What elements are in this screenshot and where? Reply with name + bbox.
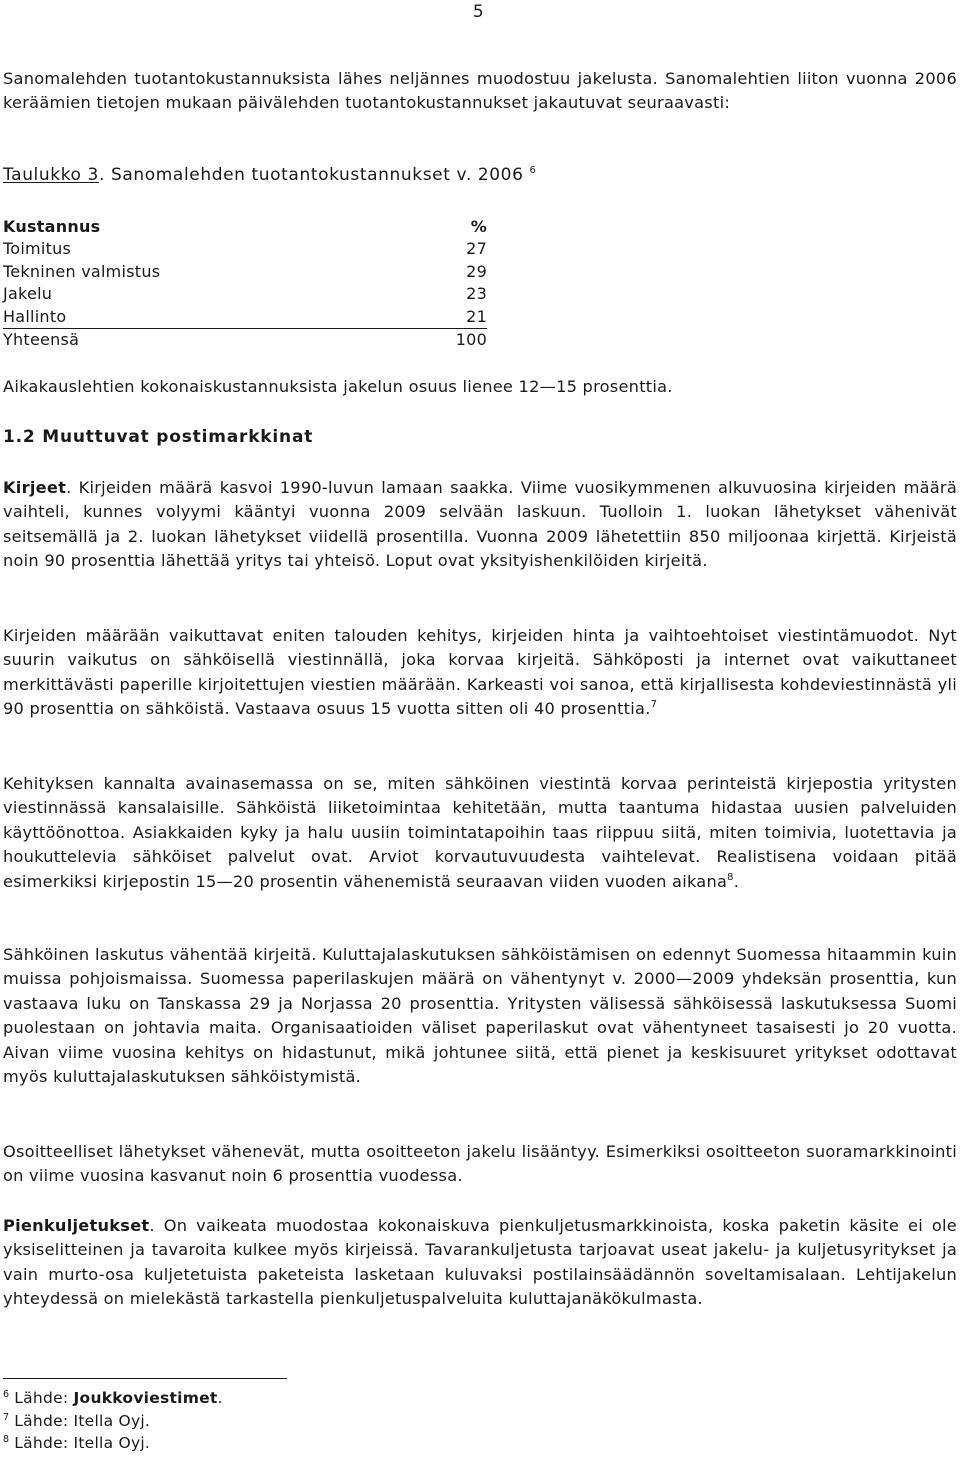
paragraph-text: . On vaikeata muodostaa kokonaiskuva pienkuljetusmarkkinoista, koska paketin käsite ei ole yksiselitteinen ja tavaroita kulkee myös kirjeissä. Tavarankuljetusta tarjoavat useat jakelu- ja kuljetusyritykset ja vain murto-osa kuljetetuista paketeista lasketaan kuluvaksi postilainsäädännön soveltamisalaan. Lehtijakelun yhteydessä on mielekästä tarkastella pienkuljetuspalveluita kuluttajanäkökulmasta. (3, 1216, 957, 1309)
table-row (3, 283, 487, 305)
table-header-label: Kustannus (3, 217, 101, 236)
table-header-row (3, 216, 487, 238)
table-row-label: Jakelu (3, 284, 53, 304)
footnote-prefix: Lähde: Itella Oyj. (14, 1412, 151, 1430)
cost-table (3, 216, 487, 351)
paragraph-3 (3, 772, 957, 894)
paragraph-5: Osoitteelliset lähetykset vähenevät, mutta osoitteeton jakelu lisääntyy. Esimerkiksi osoitteeton suoramarkkinointi on viime vuosina kasvanut noin 6 prosenttia vuodessa. (3, 1142, 957, 1186)
table-row (3, 238, 487, 260)
table-caption (3, 165, 536, 185)
table-total-row (3, 329, 487, 351)
paragraph-4: Sähköinen laskutus vähentää kirjeitä. Kuluttajalaskutuksen sähköistämisen on edennyt Suomessa hitaammin kuin muissa pohjoismaissa. Suomessa paperilaskujen määrä on vähentynyt v. 2000—2009 yhdeksän prosenttia, kun vastaava luku on Tanskassa 29 ja Norjassa 20 prosenttia. Yritysten välisessä sähköisessä laskutuksessa Suomi puolestaan on johtavia maita. Organisaatioiden väliset paperilaskut ovat vähentyneet tasaisesti jo 20 vuotta. Aivan viime vuosina kehitys on hidastunut, mikä johtunee siitä, että pienet ja keskisuuret yritykset odottavat myös kuluttajalaskutuksen sähköistymistä. (3, 945, 957, 1087)
footnote-number: 6 (3, 1389, 10, 1400)
table-total-label: Yhteensä (3, 329, 80, 349)
section-heading: 1.2 Muuttuvat postimarkkinat (3, 427, 314, 447)
table-header-value: % (470, 217, 487, 236)
table-row-value: 27 (466, 239, 487, 259)
footnote-prefix: Lähde: Itella Oyj. (14, 1434, 151, 1452)
table-row-value: 23 (466, 284, 487, 304)
paragraph-lead: Kirjeet (3, 478, 67, 497)
after-table-text: Aikakauslehtien kokonaiskustannuksista jakelun osuus lienee 12—15 prosenttia. (3, 377, 673, 396)
page-number: 5 (472, 2, 484, 22)
table-row-value: 29 (466, 261, 487, 281)
paragraph-pienkuljetukset (3, 1214, 957, 1312)
paragraph-text: Kirjeiden määrään vaikuttavat eniten talouden kehitys, kirjeiden hinta ja vaihtoehtoiset viestintämuodot. Nyt suurin vaikutus on sähköisellä viestinnällä, joka korvaa kirjeitä. Sähköposti ja internet ovat vaikuttaneet merkittävästi paperille kirjoitettujen viestien määrään. Karkeasti voi sanoa, että kirjallisesta kohdeviestinnästä yli 90 prosenttia on sähköistä. Vastaava osuus 15 vuotta sitten oli 40 prosenttia. (3, 626, 957, 719)
footnote-ref-7: 7 (650, 699, 658, 711)
footnote-ref-6: 6 (529, 165, 537, 176)
paragraph-text: Kehityksen kannalta avainasemassa on se, miten sähköinen viestintä korvaa perinteistä kirjepostia yritysten viestinnässä kansalaisille. Sähköistä liiketoimintaa kehitetään, mutta taantuma hidastaa uusien palveluiden käyttöönottoa. Asiakkaiden kyky ja halu uusiin toimintatapoihin taas riippuu siitä, miten toimivia, luotettavia ja houkuttelevia sähköiset palvelut ovat. Arviot korvautuvuudesta vaihtelevat. Realistisena voidaan pitää esimerkiksi kirjepostin 15—20 prosentin vähenemistä seuraavan viiden vuoden aikana (3, 774, 957, 891)
footnote-prefix: Lähde: (14, 1389, 74, 1407)
table-row (3, 306, 487, 329)
paragraph-2 (3, 624, 957, 722)
table-row-value: 21 (466, 306, 487, 326)
footnote-ref-8: 8 (727, 871, 734, 883)
footnote-7 (3, 1411, 150, 1431)
paragraph-lead: Pienkuljetukset (3, 1216, 150, 1235)
footnote-source: Joukkoviestimet (73, 1389, 218, 1407)
table-row-label: Toimitus (3, 239, 72, 259)
intro-paragraph: Sanomalehden tuotantokustannuksista lähes neljännes muodostuu jakelusta. Sanomalehtien liiton vuonna 2006 keräämien tietojen mukaan päivälehden tuotantokustannukset jakautuvat seuraavasti: (3, 69, 957, 113)
table-row-label: Hallinto (3, 306, 67, 326)
table-caption-text: . Sanomalehden tuotantokustannukset v. 2006 (98, 165, 524, 185)
table-caption-label: Taulukko 3 (3, 165, 99, 185)
footnote-number: 7 (3, 1412, 10, 1423)
paragraph-kirjeet (3, 476, 957, 574)
footnote-suffix: . (217, 1389, 223, 1407)
table-row-label: Tekninen valmistus (3, 261, 161, 281)
table-row (3, 261, 487, 283)
table-total-value: 100 (455, 329, 487, 349)
footnote-6 (3, 1388, 223, 1408)
paragraph-text: . Kirjeiden määrä kasvoi 1990-luvun lamaan saakka. Viime vuosikymmenen alkuvuosina kirjeiden määrä vaihteli, kunnes volyymi kääntyi vuonna 2009 selvään laskuun. Tuolloin 1. luokan lähetykset vähenivät seitsemällä ja 2. luokan lähetykset viidellä prosentilla. Vuonna 2009 lähetettiin 850 miljoonaa kirjettä. Kirjeistä noin 90 prosenttia lähettää yritys tai yhteisö. Loput ovat yksityishenkilöiden kirjeitä. (3, 478, 957, 571)
footnote-divider (3, 1378, 287, 1379)
paragraph-end: . (733, 871, 740, 891)
footnote-8 (3, 1433, 150, 1453)
footnote-number: 8 (3, 1434, 10, 1445)
